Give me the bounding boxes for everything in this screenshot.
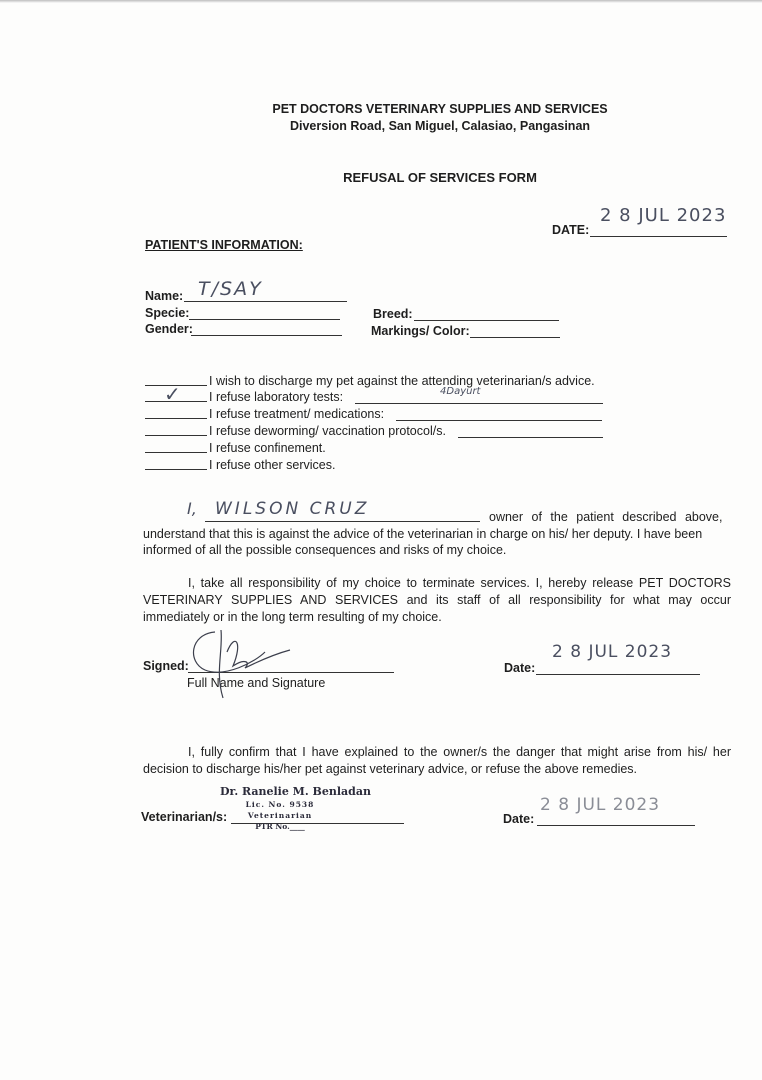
form-title: REFUSAL OF SERVICES FORM xyxy=(343,170,537,185)
date-value: 2 8 JUL 2023 xyxy=(600,205,727,226)
specie-line xyxy=(189,319,340,320)
option-text: I refuse deworming/ vaccination protocol/s. xyxy=(209,424,446,438)
option-checkbox-line xyxy=(145,435,207,436)
date-label: DATE: xyxy=(552,223,590,237)
specie-label: Specie: xyxy=(145,306,190,320)
vet-stamp-title: Veterinarian xyxy=(247,811,313,820)
markings-label: Markings/ Color: xyxy=(371,324,470,338)
breed-line xyxy=(414,320,559,321)
date-line xyxy=(590,236,727,237)
company-name: PET DOCTORS VETERINARY SUPPLIES AND SERVICES xyxy=(272,102,608,116)
owner-statement-line3: informed of all the possible consequences and risks of my choice. xyxy=(143,543,507,557)
option-text: I refuse treatment/ medications: xyxy=(209,407,385,421)
patient-name-value: T/SAY xyxy=(198,278,263,300)
markings-line xyxy=(470,337,560,338)
option-fill-line xyxy=(396,420,602,421)
vet-stamp-name: Dr. Ranelie M. Benladan xyxy=(220,785,371,798)
company-address: Diversion Road, San Miguel, Calasiao, Pangasinan xyxy=(289,119,591,133)
option-text: I refuse laboratory tests: xyxy=(209,390,344,404)
option-text: I wish to discharge my pet against the attending veterinarian/s advice. xyxy=(209,374,595,388)
owner-name-line xyxy=(205,521,480,522)
owner-prefix: I, xyxy=(187,499,197,518)
signature-date-value: 2 8 JUL 2023 xyxy=(552,642,673,662)
option-fill-line xyxy=(355,403,603,404)
checkmark-icon: ✓ xyxy=(164,382,181,406)
owner-statement-line2: understand that this is against the advice of the veterinarian in charge on his/ her deputy. I have been xyxy=(143,527,703,541)
vet-stamp-license: Lic. No. 9538 xyxy=(245,800,315,809)
option-checkbox-line xyxy=(145,452,207,453)
gender-line xyxy=(191,335,342,336)
name-label: Name: xyxy=(145,289,184,303)
vet-stamp-ptr: PTR No.____ xyxy=(255,822,305,831)
breed-label: Breed: xyxy=(373,307,413,321)
owner-signature-icon xyxy=(185,622,295,702)
owner-statement-line1: owner of the patient described above, xyxy=(489,510,723,524)
scan-edge xyxy=(0,0,762,3)
confirmation-paragraph: I, fully confirm that I have explained to the owner/s the danger that might arise from his/ her decision to discharge his/her pet against veterinary advice, or refuse the above remedies. xyxy=(143,745,731,776)
option-text: I refuse confinement. xyxy=(209,441,326,455)
option-text: I refuse other services. xyxy=(209,458,336,472)
vet-date-line xyxy=(537,825,695,826)
owner-name-value: WILSON CRUZ xyxy=(215,499,370,519)
gender-label: Gender: xyxy=(145,322,193,336)
option-checkbox-line xyxy=(145,418,207,419)
patient-section-title: PATIENT'S INFORMATION: xyxy=(145,238,303,252)
option-checkbox-line xyxy=(145,469,207,470)
signature-sub-label: Full Name and Signature xyxy=(187,676,326,690)
lab-test-value: 4Dayurt xyxy=(440,386,481,397)
option-fill-line xyxy=(458,437,603,438)
signature-date-label: Date: xyxy=(504,661,536,675)
vet-date-value: 2 8 JUL 2023 xyxy=(540,795,661,815)
vet-date-label: Date: xyxy=(503,812,535,826)
responsibility-paragraph: I, take all responsibility of my choice to terminate services. I, hereby release PET DOCTORS VETERINARY SUPPLIES AND SERVICES and its staff of all responsibility for what may occur immediately or in the long term resulting of my choice. xyxy=(143,576,731,624)
veterinarian-label: Veterinarian/s: xyxy=(141,810,228,824)
signed-label: Signed: xyxy=(143,659,189,673)
name-line xyxy=(184,301,347,302)
signature-date-line xyxy=(536,674,700,675)
